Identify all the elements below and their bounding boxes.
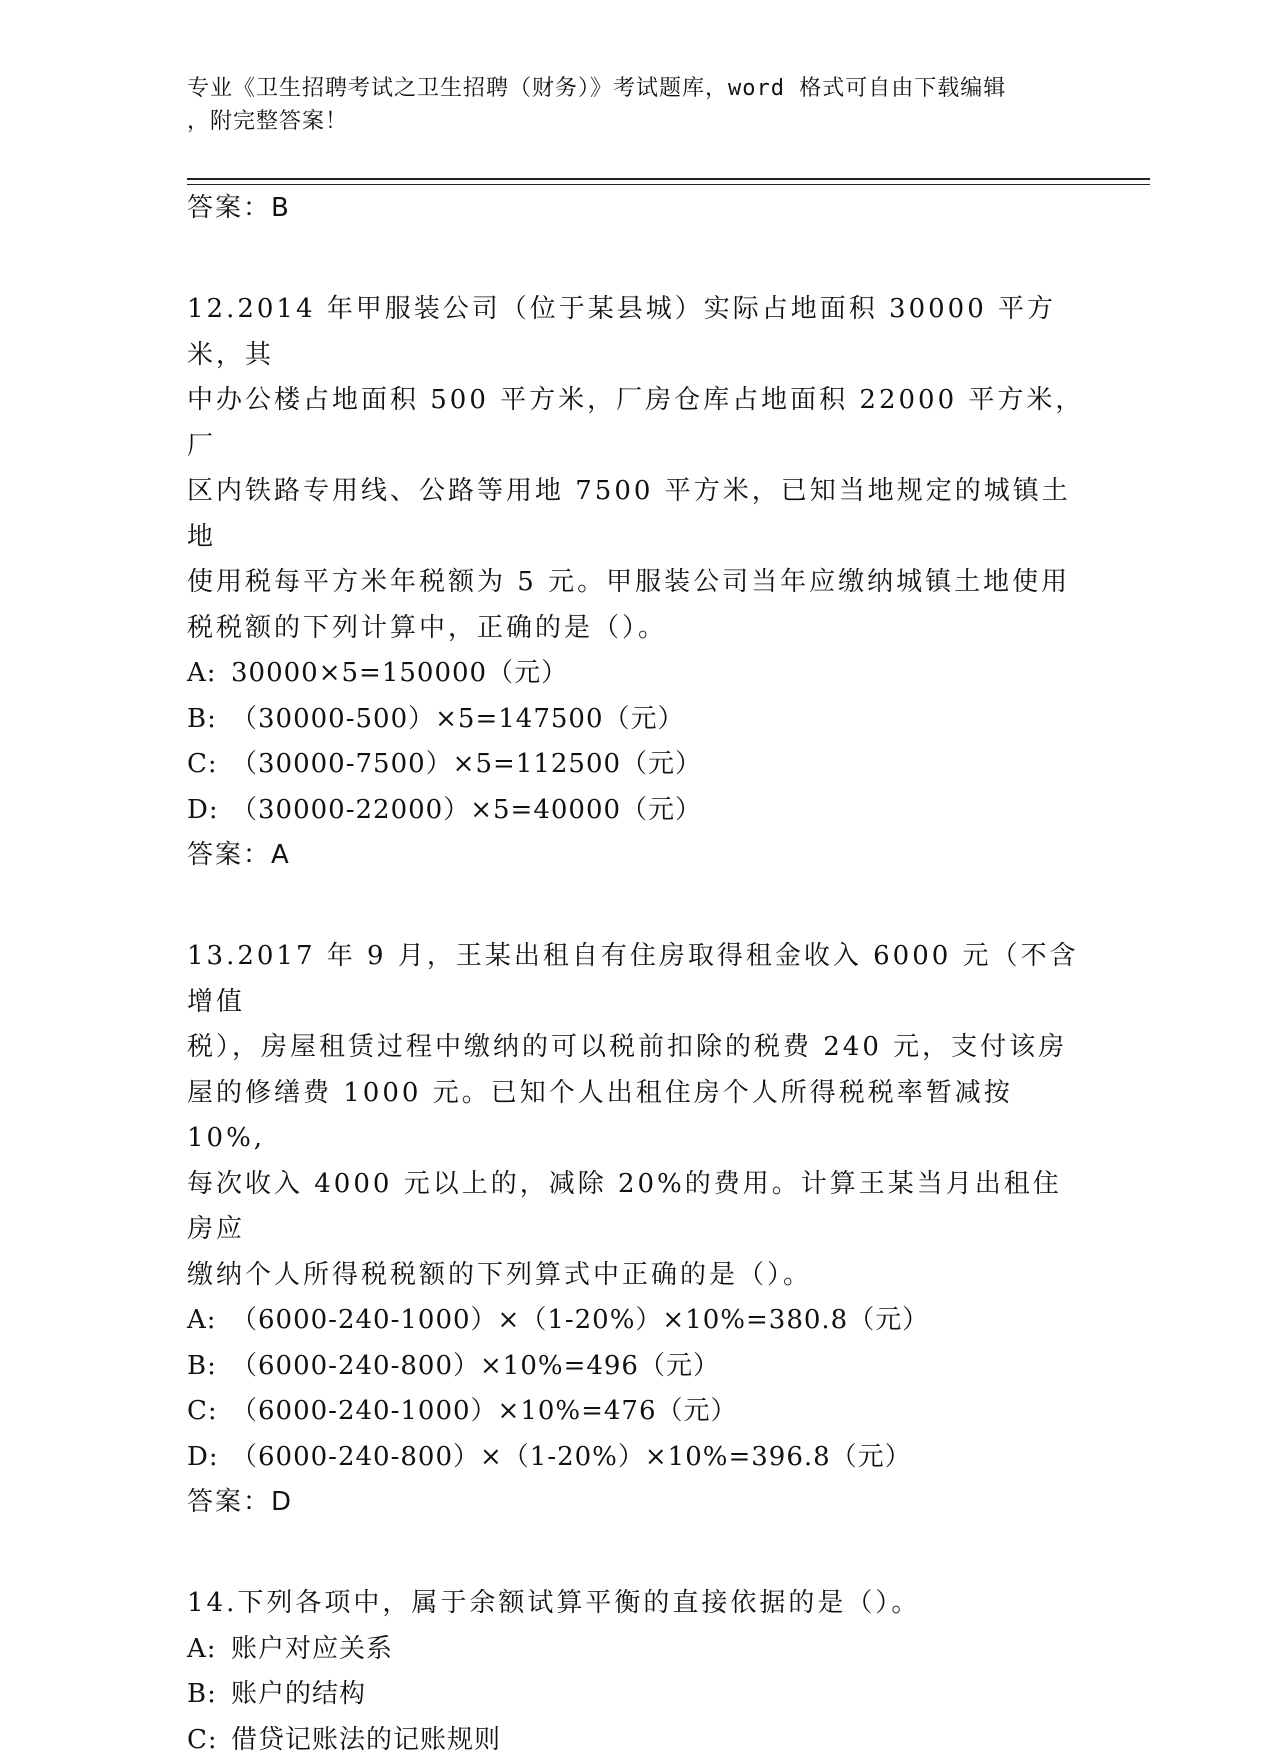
question-text [187, 1581, 1087, 1627]
question-line: 区内铁路专用线、公路等用地 7500 平方米，已知当地规定的城镇土地 [187, 469, 1087, 560]
option-a [187, 651, 1087, 697]
option-text: 借贷记账法的记账规则 [231, 1725, 501, 1755]
answer-label: 答案： [187, 1487, 271, 1517]
option-a [187, 1298, 1087, 1344]
answer-value: D [271, 1487, 293, 1517]
question-line: 屋的修缮费 1000 元。已知个人出租住房个人所得税税率暂减按 10%, [187, 1071, 1087, 1162]
document-body [187, 186, 1087, 1763]
option-text: 账户的结构 [231, 1679, 366, 1709]
option-b [187, 1344, 1087, 1390]
option-label: C: [187, 1718, 231, 1763]
option-label: A: [187, 1627, 231, 1673]
question-line: 中办公楼占地面积 500 平方米，厂房仓库占地面积 22000 平方米，厂 [187, 378, 1087, 469]
question-line: 14.下列各项中，属于余额试算平衡的直接依据的是（）。 [187, 1581, 1087, 1627]
header-rule-thin [187, 184, 1150, 185]
option-text: （30000-22000）×5=40000（元） [231, 795, 702, 825]
question-12 [187, 287, 1087, 878]
document-header [187, 72, 1067, 138]
question-line: 税税额的下列计算中，正确的是（）。 [187, 606, 1087, 652]
header-line-2: ，附完整答案！ [187, 105, 1067, 138]
question-14 [187, 1581, 1087, 1763]
question-line: 缴纳个人所得税税额的下列算式中正确的是（）。 [187, 1253, 1087, 1299]
option-b [187, 1672, 1087, 1718]
header-line-1: 专业《卫生招聘考试之卫生招聘（财务）》考试题库，word 格式可自由下载编辑 [187, 72, 1067, 105]
option-text: （6000-240-800）×（1-20%）×10%=396.8（元） [231, 1442, 912, 1472]
question-line: 12.2014 年甲服装公司（位于某县城）实际占地面积 30000 平方米，其 [187, 287, 1087, 378]
option-d [187, 1435, 1087, 1481]
option-label: C: [187, 1389, 231, 1435]
option-text: 账户对应关系 [231, 1634, 393, 1664]
option-text: （6000-240-1000）×10%=476（元） [231, 1396, 738, 1426]
option-b [187, 697, 1087, 743]
answer-line [187, 1480, 1087, 1525]
question-line: 使用税每平方米年税额为 5 元。甲服装公司当年应缴纳城镇土地使用 [187, 560, 1087, 606]
answer-value: B [271, 193, 291, 223]
option-label: A: [187, 1298, 231, 1344]
option-a [187, 1627, 1087, 1673]
option-label: B: [187, 1672, 231, 1718]
answer-label: 答案： [187, 840, 271, 870]
option-label: D: [187, 1435, 231, 1481]
question-line: 税），房屋租赁过程中缴纳的可以税前扣除的税费 240 元，支付该房 [187, 1025, 1087, 1071]
question-text [187, 934, 1087, 1298]
option-c [187, 1389, 1087, 1435]
answer-value: A [271, 840, 291, 870]
option-text: （6000-240-800）×10%=496（元） [231, 1351, 720, 1381]
question-13 [187, 934, 1087, 1525]
option-label: B: [187, 697, 231, 743]
option-text: （30000-7500）×5=112500（元） [231, 749, 702, 779]
option-text: （6000-240-1000）×（1-20%）×10%=380.8（元） [231, 1305, 929, 1335]
option-label: D: [187, 788, 231, 834]
option-d [187, 788, 1087, 834]
answer-line-prev [187, 186, 1087, 231]
option-text: 30000×5=150000（元） [231, 658, 568, 688]
option-label: A: [187, 651, 231, 697]
option-c [187, 1718, 1087, 1763]
question-line: 每次收入 4000 元以上的，减除 20%的费用。计算王某当月出租住房应 [187, 1162, 1087, 1253]
question-text [187, 287, 1087, 651]
option-label: C: [187, 742, 231, 788]
answer-label: 答案： [187, 193, 271, 223]
option-label: B: [187, 1344, 231, 1390]
answer-line [187, 833, 1087, 878]
option-c [187, 742, 1087, 788]
option-text: （30000-500）×5=147500（元） [231, 704, 685, 734]
header-rule-thick [187, 178, 1150, 180]
question-line: 13.2017 年 9 月，王某出租自有住房取得租金收入 6000 元（不含增值 [187, 934, 1087, 1025]
